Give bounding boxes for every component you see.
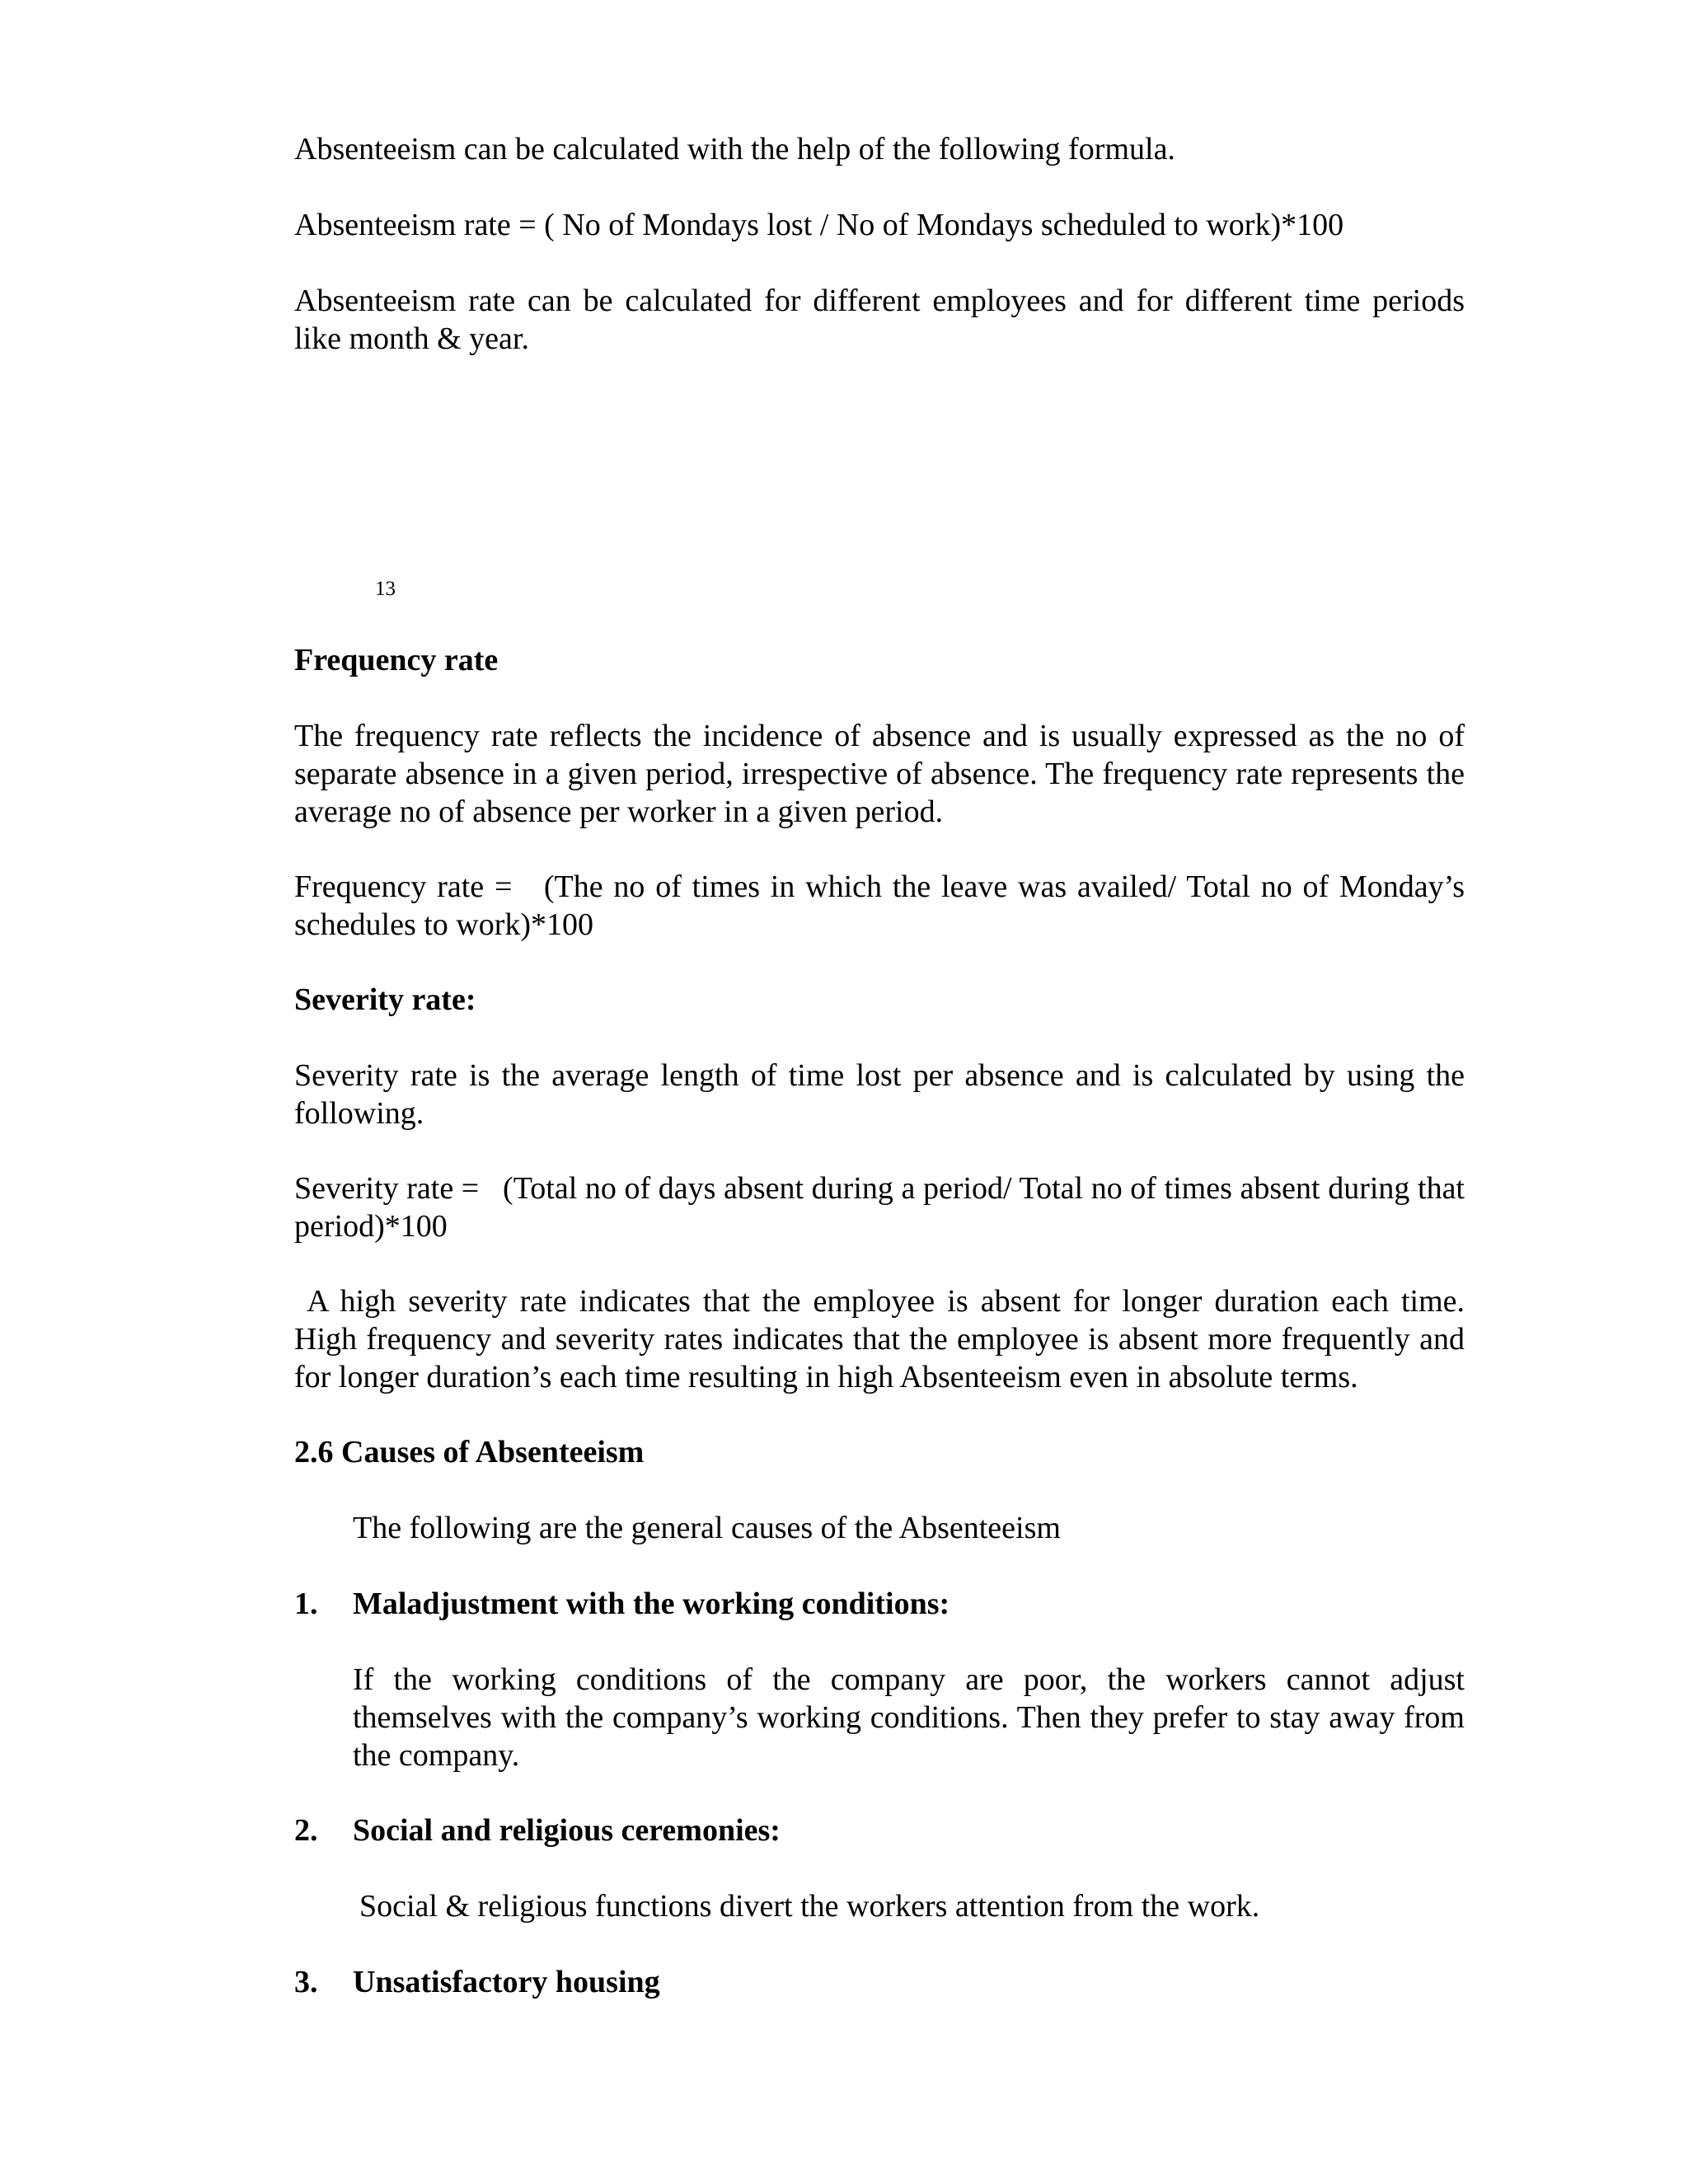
frequency-rate-heading: Frequency rate <box>294 643 499 677</box>
cause-3-number: 3. <box>294 1965 318 1999</box>
cause-2-body: Social & religious functions divert the workers attention from the work. <box>359 1889 1260 1924</box>
cause-1-body: If the working conditions of the company are poor, the workers cannot adjust themselves with the company’s working conditions. Then they prefer to stay away from the company. <box>353 1662 1465 1773</box>
page-number: 13 <box>375 578 396 600</box>
cause-2-title: Social and religious ceremonies: <box>353 1813 781 1848</box>
cause-3-title: Unsatisfactory housing <box>353 1965 660 1999</box>
severity-rate-formula: Severity rate = (Total no of days absent during a period/ Total no of times absent during that period)*100 <box>294 1171 1473 1244</box>
causes-intro: The following are the general causes of the Absenteeism <box>353 1511 1061 1545</box>
formula-intro-paragraph: Absenteeism can be calculated with the help of the following formula. <box>294 132 1175 166</box>
severity-rate-description: Severity rate is the average length of time lost per absence and is calculated by using the following. <box>294 1058 1465 1131</box>
frequency-rate-formula: Frequency rate = (The no of times in which the leave was availed/ Total no of Monday’s schedules to work)*100 <box>294 869 1473 942</box>
frequency-rate-description: The frequency rate reflects the incidence of absence and is usually expressed as the no of separate absence in a given period, irrespective of absence. The frequency rate represents the average no of absence per worker in a given period. <box>294 719 1465 829</box>
severity-interpretation-paragraph: A high severity rate indicates that the employee is absent for longer duration each time. High frequency and severity rates indicates that the employee is absent more frequently and for longer duration’s each time resulting in high Absenteeism even in absolute terms. <box>294 1284 1473 1394</box>
absenteeism-rate-formula: Absenteeism rate = ( No of Mondays lost / No of Mondays scheduled to work)*100 <box>294 208 1344 242</box>
severity-rate-heading: Severity rate: <box>294 982 476 1017</box>
cause-1-number: 1. <box>294 1586 318 1621</box>
cause-1-title: Maladjustment with the working conditions: <box>353 1586 950 1621</box>
cause-2-number: 2. <box>294 1813 318 1848</box>
different-periods-paragraph: Absenteeism rate can be calculated for different employees and for different time periods like month & year. <box>294 284 1465 356</box>
causes-section-heading: 2.6 Causes of Absenteeism <box>294 1435 645 1469</box>
